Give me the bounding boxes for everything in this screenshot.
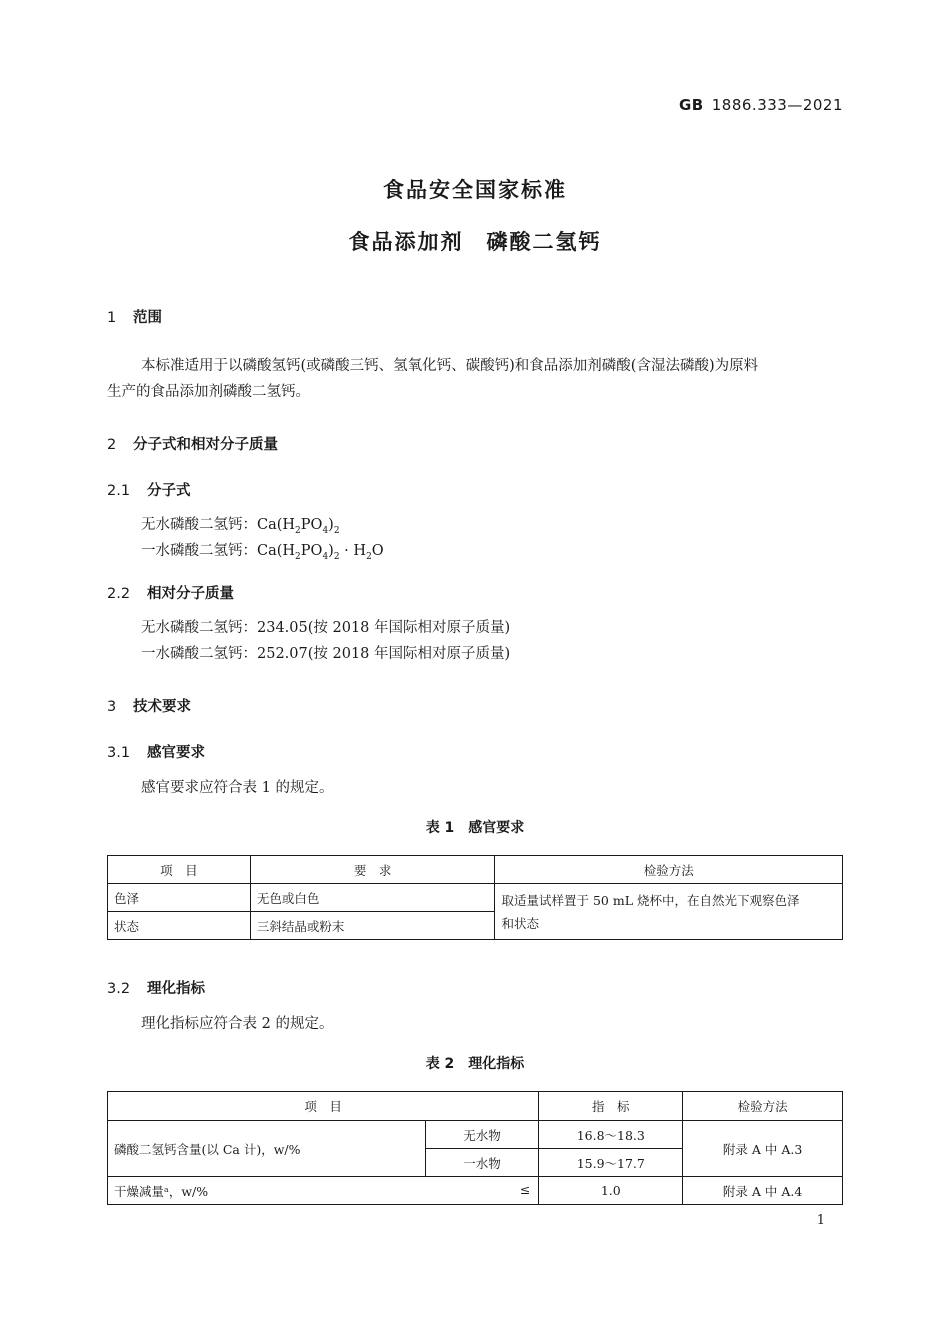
- table1-method-cell: 取适量试样置于 50 mL 烧杯中，在自然光下观察色泽 和状态: [495, 884, 843, 940]
- scope-para-line2: 生产的食品添加剂磷酸二氢钙。: [107, 384, 310, 400]
- table1-header-method: 检验方法: [495, 856, 843, 884]
- table2-header-item: 项 目: [108, 1092, 539, 1121]
- document-subtitle: 食品添加剂 磷酸二氢钙: [348, 230, 602, 254]
- section-2-1-heading: 2.1 分子式: [107, 483, 191, 499]
- table2-cell: 干燥减量ᵃ，w/% ≤: [108, 1177, 539, 1205]
- sensory-intro: 感官要求应符合表 1 的规定。: [141, 780, 334, 796]
- formula-monohydrate: 一水磷酸二氢钙：$Ca(H_2PO_4)_2 \cdot H_2O$: [141, 543, 384, 562]
- table2-cell: 16.8～18.3: [539, 1121, 683, 1149]
- table2-caption: 表 2 理化指标: [425, 1056, 525, 1072]
- table2-header-method: 检验方法: [683, 1092, 843, 1121]
- section-3-1-heading: 3.1 感官要求: [107, 745, 205, 761]
- table-sensory: [107, 855, 843, 940]
- standard-number: GB 1886.333—2021: [679, 96, 843, 114]
- section-2-heading: 2 分子式和相对分子质量: [107, 437, 278, 453]
- page-number: 1: [816, 1213, 825, 1228]
- mass-anhydrous: 无水磷酸二氢钙：234.05(按 2018 年国际相对原子质量): [141, 620, 511, 636]
- table2-cell: 附录 A 中 A.4: [683, 1177, 843, 1205]
- section-1-heading: 1 范围: [107, 310, 162, 326]
- formula-anhydrous: 无水磷酸二氢钙：$Ca(H_2PO_4)_2$: [141, 517, 340, 536]
- table-physchem: [107, 1091, 843, 1205]
- table-row: [108, 884, 843, 912]
- table-row: [108, 1177, 843, 1205]
- section-2-2-heading: 2.2 相对分子质量: [107, 586, 234, 602]
- table2-cell: 一水物: [425, 1149, 539, 1177]
- mass-monohydrate: 一水磷酸二氢钙：252.07(按 2018 年国际相对原子质量): [141, 646, 511, 662]
- document-title: 食品安全国家标准: [383, 178, 567, 202]
- table1-header-item: 项 目: [108, 856, 251, 884]
- table1-cell: 色泽: [108, 884, 251, 912]
- table2-cell: 磷酸二氢钙含量(以 Ca 计)，w/%: [108, 1121, 426, 1177]
- table1-header-req: 要 求: [250, 856, 495, 884]
- table1-caption: 表 1 感官要求: [425, 820, 525, 836]
- table2-cell: 15.9～17.7: [539, 1149, 683, 1177]
- table1-cell: 三斜结晶或粉末: [250, 912, 495, 940]
- table2-cell: 无水物: [425, 1121, 539, 1149]
- scope-para-line1: 本标准适用于以磷酸氢钙(或磷酸三钙、氢氧化钙、碳酸钙)和食品添加剂磷酸(含湿法磷酸)为原料: [141, 358, 759, 374]
- table-row: [108, 1121, 843, 1149]
- table1-cell: 状态: [108, 912, 251, 940]
- physchem-intro: 理化指标应符合表 2 的规定。: [141, 1016, 334, 1032]
- table2-cell: 1.0: [539, 1177, 683, 1205]
- section-3-heading: 3 技术要求: [107, 699, 191, 715]
- section-3-2-heading: 3.2 理化指标: [107, 981, 205, 997]
- table2-cell: 附录 A 中 A.3: [683, 1121, 843, 1177]
- table1-cell: 无色或白色: [250, 884, 495, 912]
- table2-header-index: 指 标: [539, 1092, 683, 1121]
